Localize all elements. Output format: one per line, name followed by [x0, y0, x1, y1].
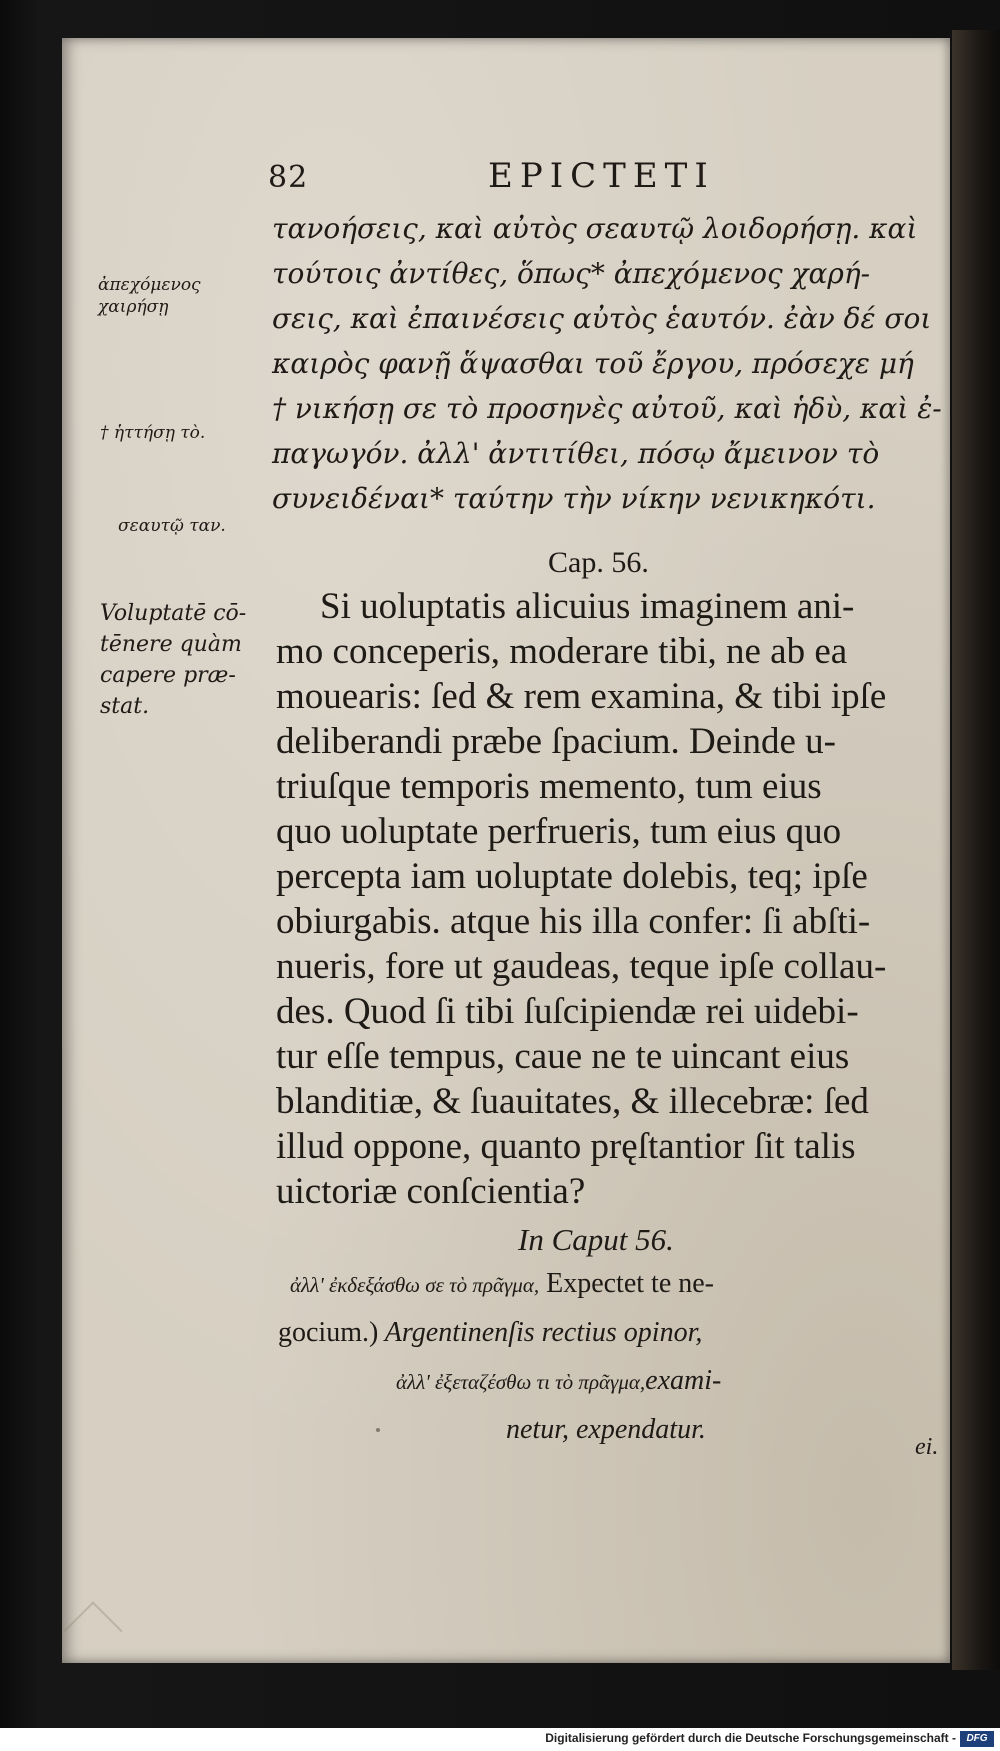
latin-text-block [276, 584, 966, 1214]
latin-line: mouearis: ſed & rem examina, & tibi ipſe [276, 676, 887, 717]
commentary-greek: ἀλλ' ἐκδεξάσθω σε τὸ πρᾶγμα, [290, 1273, 540, 1297]
latin-line: Si uoluptatis alicuius imaginem ani- [320, 586, 855, 627]
chapter-heading: Cap. 56. [548, 546, 649, 579]
dfg-logo: DFG [960, 1731, 994, 1747]
margin-note-line: tēnere quàm [100, 632, 242, 657]
latin-line: illud oppone, quanto pręſtantior ſit talis [276, 1126, 856, 1167]
commentary-italic: exami- [645, 1365, 722, 1396]
commentary-line [278, 1357, 958, 1406]
margin-note-greek-2: † ἡττήσῃ τὸ. [100, 423, 206, 443]
latin-line: des. Quod ſi tibi ſuſcipiendæ rei uidebi- [276, 991, 859, 1032]
commentary-block [278, 1260, 958, 1454]
page-number: 82 [268, 160, 309, 195]
greek-line: τανοήσεις, καὶ αὐτὸς σεαυτῷ λοιδορήσῃ. καὶ [272, 212, 918, 245]
catchword: ei. [915, 1434, 939, 1460]
latin-line: nueris, fore ut gaudeas, teque ipſe collau- [276, 946, 887, 987]
greek-line: τούτοις ἀντίθες, ὅπως* ἀπεχόμενος χαρή- [272, 257, 871, 290]
ink-speck [376, 1428, 380, 1432]
latin-line: triuſque temporis memento, tum eius [276, 766, 822, 807]
latin-line: quo uoluptate perfrueris, tum eius quo [276, 811, 842, 852]
latin-line: percepta iam uoluptate dolebis, teq; ipſe [276, 856, 868, 897]
commentary-line [278, 1260, 958, 1309]
commentary-heading: In Caput 56. [518, 1222, 674, 1257]
margin-note-line: ἀπεχόμενος [98, 275, 201, 295]
latin-line: mo conceperis, moderare tibi, ne ab ea [276, 631, 848, 672]
greek-line: συνειδέναι* ταύτην τὴν νίκην νενικηκότι. [272, 482, 876, 515]
greek-text-block [272, 206, 962, 521]
commentary-greek: ἀλλ' ἐξεταζέσθω τι τὸ πρᾶγμα, [396, 1370, 646, 1394]
margin-note-greek-3: σεαυτῷ ταν. [118, 516, 226, 536]
running-title: EPICTETI [488, 156, 715, 196]
margin-note-line: χαιρήσῃ [98, 297, 169, 317]
margin-note-line: stat. [100, 694, 150, 719]
greek-line: † νικήσῃ σε τὸ προσηνὲς αὐτοῦ, καὶ ἡδὺ, καὶ ἐ- [272, 392, 942, 425]
margin-note-latin [100, 598, 270, 722]
greek-line: σεις, καὶ ἐπαινέσεις αὐτὸς ἑαυτόν. ἐὰν δέ σοι [272, 302, 932, 335]
greek-line: παγωγόν. ἀλλ' ἀντιτίθει, πόσῳ ἄμεινον τὸ [272, 437, 880, 470]
commentary-italic: Argentinenſis rectius opinor, [378, 1317, 703, 1348]
commentary-line: netur, expendatur. [506, 1414, 706, 1445]
latin-line: obiurgabis. atque his illa confer: ſi abſti- [276, 901, 871, 942]
margin-note-greek-1 [98, 274, 201, 318]
latin-line: tur eſſe tempus, caue ne te uincant eius [276, 1036, 850, 1077]
footer-credit: Digitalisierung gefördert durch die Deutsche Forschungsgemeinschaft - [545, 1731, 956, 1745]
commentary-latin: Expectet te ne- [539, 1268, 714, 1299]
margin-note-line: capere præ- [100, 663, 236, 688]
margin-note-line: Voluptatē cō- [100, 601, 247, 626]
digitization-footer [0, 1728, 1000, 1751]
commentary-line [278, 1309, 958, 1357]
latin-line: uictoriæ conſcientia? [276, 1171, 586, 1212]
latin-line: deliberandi præbe ſpacium. Deinde u- [276, 721, 836, 762]
commentary-latin: gocium.) [278, 1317, 379, 1348]
greek-line: καιρὸς φανῇ ἅψασθαι τοῦ ἔργου, πρόσεχε μή [272, 347, 914, 380]
latin-line: blanditiæ, & ſuauitates, & illecebræ: ſed [276, 1081, 869, 1122]
